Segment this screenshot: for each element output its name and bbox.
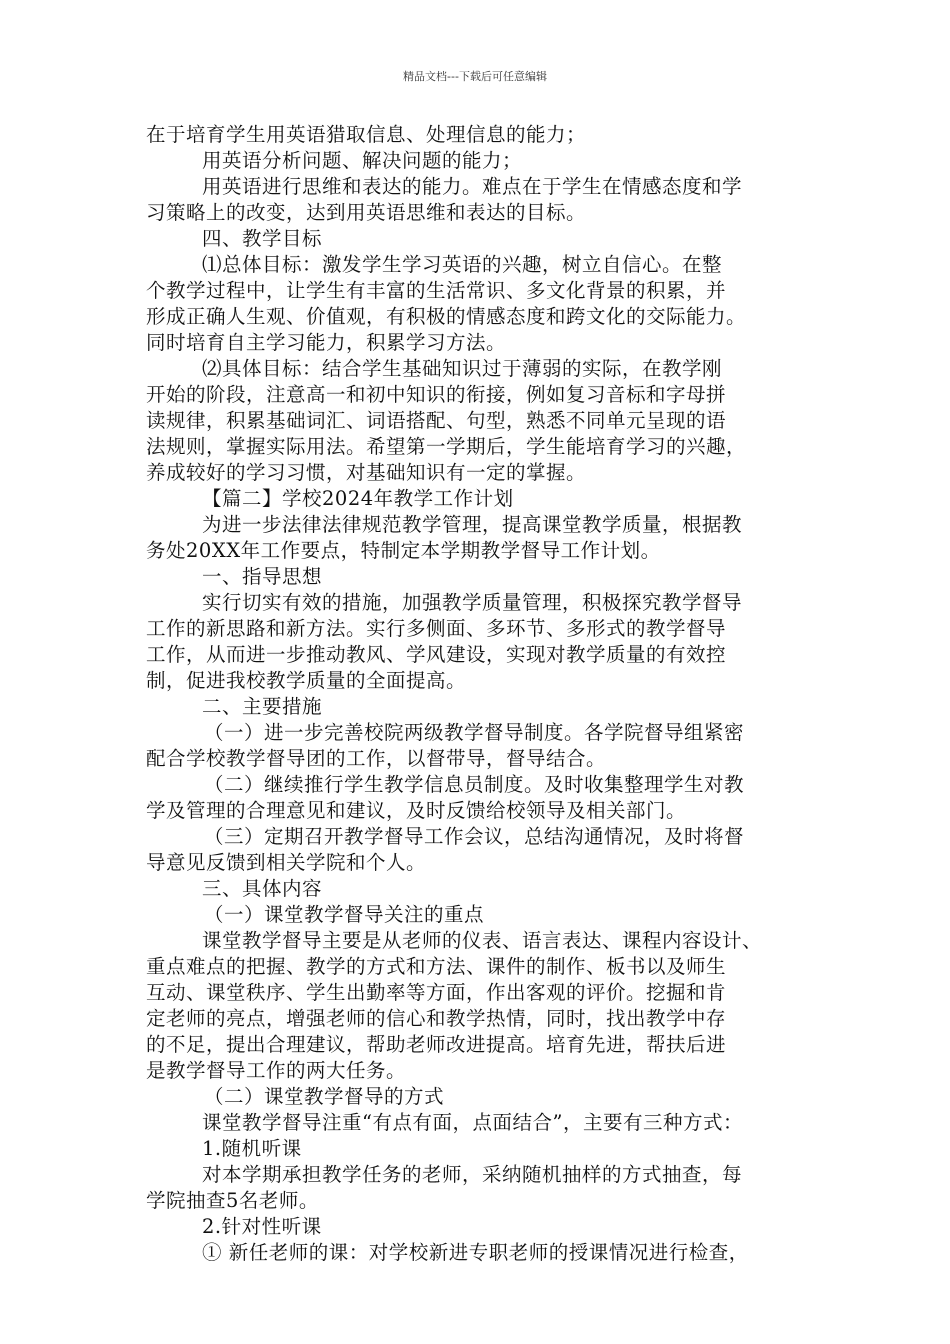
subsection-heading: （二）课堂教学督导的方式 [204, 1085, 445, 1108]
paragraph-line: 的不足，提出合理建议，帮助老师改进提高。培育先进，帮扶后进 [146, 1033, 727, 1056]
paragraph-line: 重点难点的把握、教学的方式和方法、课件的制作、板书以及师生 [146, 955, 727, 978]
paragraph-line: 开始的阶段，注意高一和初中知识的衔接，例如复习音标和字母拼 [146, 383, 727, 406]
list-heading: 2.针对性听课 [202, 1215, 322, 1238]
subsection-heading: （一）课堂教学督导关注的重点 [204, 903, 485, 926]
paragraph-line: 互动、课堂秩序、学生出勤率等方面，作出客观的评价。挖掘和肯 [146, 981, 727, 1004]
paragraph-line: 配合学校教学督导团的工作，以督带导，督导结合。 [146, 747, 607, 770]
paragraph-line: 导意见反馈到相关学院和个人。 [146, 851, 427, 874]
paragraph-line: （二）继续推行学生教学信息员制度。及时收集整理学生对教 [204, 773, 745, 796]
paragraph-line: 工作的新思路和新方法。实行多侧面、多环节、多形式的教学督导 [146, 617, 727, 640]
paragraph-line: 实行切实有效的措施，加强教学质量管理，积极探究教学督导 [202, 591, 743, 614]
paragraph-line: 习策略上的改变，达到用英语思维和表达的目标。 [146, 201, 587, 224]
paragraph-line: 是教学督导工作的两大任务。 [146, 1059, 407, 1082]
paragraph-line: 学及管理的合理意见和建议，及时反馈给校领导及相关部门。 [146, 799, 687, 822]
paragraph-line: 定老师的亮点，增强老师的信心和教学热情，同时，找出教学中存 [146, 1007, 727, 1030]
paragraph-line: 工作，从而进一步推动教风、学风建设，实现对教学质量的有效控 [146, 643, 727, 666]
paragraph-line: 用英语进行思维和表达的能力。难点在于学生在情感态度和学 [202, 175, 743, 198]
paragraph-line: 同时培育自主学习能力，积累学习方法。 [146, 331, 507, 354]
section-heading: 四、教学目标 [202, 227, 323, 250]
paragraph-line: 课堂教学督导主要是从老师的仪表、语言表达、课程内容设计、 [202, 929, 763, 952]
paragraph-line: ① 新任老师的课：对学校新进专职老师的授课情况进行检查， [202, 1241, 749, 1264]
section-heading: 一、指导思想 [202, 565, 323, 588]
paragraph-line: 用英语分析问题、解决问题的能力； [202, 149, 523, 172]
paragraph-line: 务处20XX年工作要点，特制定本学期教学督导工作计划。 [146, 539, 661, 562]
section-heading: 三、具体内容 [202, 877, 323, 900]
paragraph-line: 学院抽查5名老师。 [146, 1189, 319, 1212]
paragraph-line: （三）定期召开教学督导工作会议，总结沟通情况，及时将督 [204, 825, 745, 848]
paragraph-line: ⑵具体目标：结合学生基础知识过于薄弱的实际，在教学刚 [202, 357, 723, 380]
paragraph-line: 个教学过程中，让学生有丰富的生活常识、多文化背景的积累，并 [146, 279, 727, 302]
paragraph-line: 形成正确人生观、价值观，有积极的情感态度和跨文化的交际能力。 [146, 305, 747, 328]
paragraph-line: 法规则，掌握实际用法。希望第一学期后，学生能培育学习的兴趣， [146, 435, 747, 458]
document-body [146, 122, 826, 1266]
paragraph-line: 课堂教学督导注重“有点有面，点面结合”，主要有三种方式： [202, 1111, 743, 1134]
section-heading: 二、主要措施 [202, 695, 323, 718]
paragraph-line: （一）进一步完善校院两级教学督导制度。各学院督导组紧密 [204, 721, 745, 744]
paragraph-line: 养成较好的学习习惯，对基础知识有一定的掌握。 [146, 461, 587, 484]
list-heading: 1.随机听课 [202, 1137, 302, 1160]
paragraph-line: 对本学期承担教学任务的老师，采纳随机抽样的方式抽查，每 [202, 1163, 743, 1186]
section-heading: 【篇二】学校2024年教学工作计划 [202, 487, 514, 510]
paragraph-line: 读规律，积累基础词汇、词语搭配、句型，熟悉不同单元呈现的语 [146, 409, 727, 432]
paragraph-line: 在于培育学生用英语猎取信息、处理信息的能力； [146, 123, 587, 146]
paragraph-line: 制，促进我校教学质量的全面提高。 [146, 669, 467, 692]
paragraph-line: ⑴总体目标：激发学生学习英语的兴趣，树立自信心。在整 [202, 253, 723, 276]
paragraph-line: 为进一步法律法律规范教学管理，提高课堂教学质量，根据教 [202, 513, 743, 536]
page-header: 精品文档---下载后可任意编辑 [403, 70, 547, 83]
